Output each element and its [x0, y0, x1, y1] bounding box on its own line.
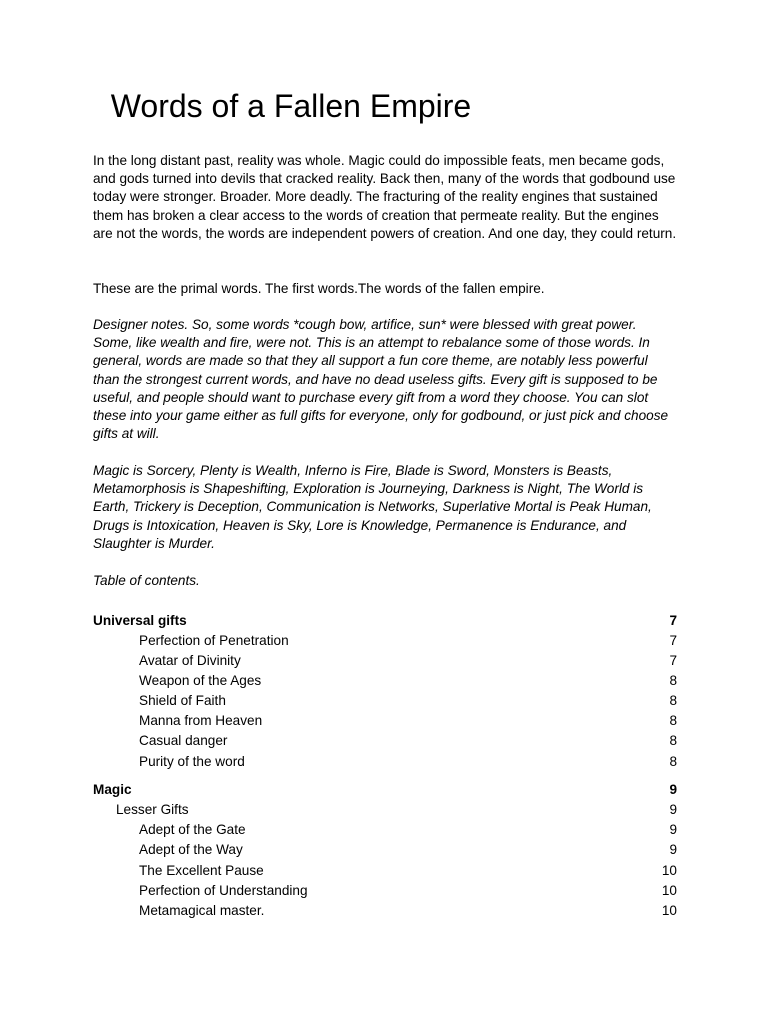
toc-entry-label: Manna from Heaven — [139, 713, 263, 728]
toc-entry-page: 8 — [669, 733, 677, 748]
toc-entry-adept-of-the-gate[interactable] — [93, 820, 677, 840]
toc-entry-page: 9 — [669, 782, 677, 797]
toc-entry-page: 9 — [669, 842, 677, 857]
toc-entry-avatar-of-divinity[interactable] — [93, 651, 677, 671]
primal-words-paragraph: These are the primal words. The first words.The words of the fallen empire. — [93, 281, 545, 296]
intro-paragraph: In the long distant past, reality was whole. Magic could do impossible feats, men became gods, and gods turned into devils that cracked reality. Back then, many of the words that godbound use today were stronger. Broader. More deadly. The fracturing of the reality engines that sustained them has broken a clear access to the words of creation that permeate reality. But the engines are not the words, the words are independent powers of creation. And one day, they could return. — [93, 153, 677, 241]
toc-heading: Table of contents. — [93, 573, 200, 588]
toc-entry-label: Universal gifts — [93, 613, 187, 628]
toc-entry-perfection-of-penetration[interactable] — [93, 631, 677, 651]
toc-entry-page: 9 — [669, 822, 677, 837]
toc-entry-page: 7 — [669, 633, 677, 648]
toc-entry-label: Magic — [93, 782, 132, 797]
toc-entry-perfection-of-understanding[interactable] — [93, 881, 677, 901]
toc-entry-purity-of-the-word[interactable] — [93, 752, 677, 772]
toc-entry-page: 8 — [669, 713, 677, 728]
toc-entry-weapon-of-the-ages[interactable] — [93, 671, 677, 691]
toc-entry-label: Shield of Faith — [139, 693, 226, 708]
toc-entry-label: Casual danger — [139, 733, 228, 748]
toc-entry-page: 10 — [661, 863, 677, 878]
toc-entry-label: Avatar of Divinity — [139, 653, 241, 668]
toc-entry-magic[interactable] — [93, 780, 677, 800]
toc-entry-label: Purity of the word — [139, 754, 245, 769]
toc-entry-page: 7 — [669, 653, 677, 668]
toc-entry-label: Weapon of the Ages — [139, 673, 262, 688]
toc-entry-page: 8 — [669, 693, 677, 708]
toc-entry-label: Perfection of Understanding — [139, 883, 308, 898]
toc-entry-page: 8 — [669, 673, 677, 688]
toc-entry-label: Metamagical master. — [139, 903, 265, 918]
toc-entry-label: Perfection of Penetration — [139, 633, 289, 648]
page-title: Words of a Fallen Empire — [110, 88, 472, 124]
toc-entry-universal-gifts[interactable] — [93, 611, 677, 631]
toc-entry-label: The Excellent Pause — [139, 863, 264, 878]
toc-entry-casual-danger[interactable] — [93, 731, 677, 751]
toc-entry-label: Adept of the Way — [139, 842, 243, 857]
toc-entry-metamagical-master[interactable] — [93, 901, 677, 921]
toc-entry-adept-of-the-way[interactable] — [93, 840, 677, 860]
toc-entry-page: 10 — [661, 903, 677, 918]
designer-notes-paragraph: Designer notes. So, some words *cough bow, artifice, sun* were blessed with great power. Some, like wealth and fire, were not. This is an attempt to rebalance some of those words. In general, words are made so that they all support a fun core theme, are notably less powerful than the strongest current words, and have no dead useless gifts. Every gift is supposed to be useful, and people should want to purchase every gift from a word they choose. You can slot these into your game either as full gifts for everyone, only for godbound, or just pick and choose gifts at will. — [93, 317, 669, 442]
toc-entry-label: Adept of the Gate — [139, 822, 246, 837]
toc-entry-label: Lesser Gifts — [116, 802, 189, 817]
toc-entry-page: 7 — [669, 613, 677, 628]
toc-entry-shield-of-faith[interactable] — [93, 691, 677, 711]
toc-entry-page: 9 — [669, 802, 677, 817]
toc-entry-lesser-gifts[interactable] — [93, 800, 677, 820]
toc-entry-page: 8 — [669, 754, 677, 769]
toc-entry-page: 10 — [661, 883, 677, 898]
toc-entry-the-excellent-pause[interactable] — [93, 861, 677, 881]
toc-entry-manna-from-heaven[interactable] — [93, 711, 677, 731]
word-mapping-paragraph: Magic is Sorcery, Plenty is Wealth, Inferno is Fire, Blade is Sword, Monsters is Beasts, Metamorphosis is Shapeshifting, Exploration is Journeying, Darkness is Night, The World is Earth, Trickery is Deception, Communication is Networks, Superlative Mortal is Peak Human, Drugs is Intoxication, Heaven is Sky, Lore is Knowledge, Permanence is Endurance, and Slaughter is Murder. — [93, 463, 652, 551]
